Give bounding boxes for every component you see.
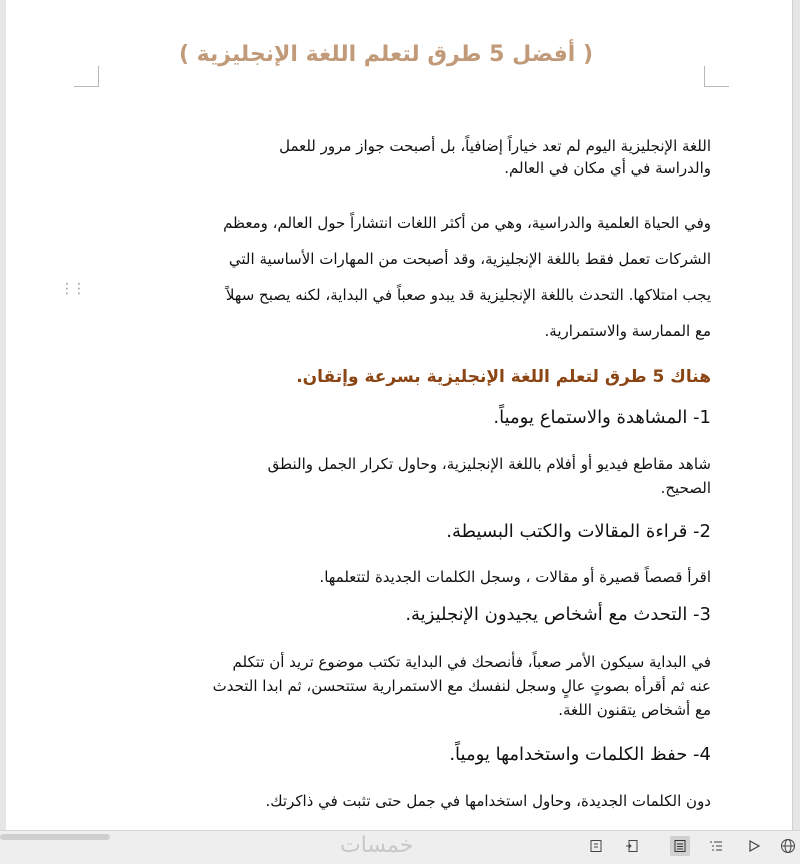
text-line: في البداية سيكون الأمر صعباً، فأنصحك في البداية تكتب موضوع تريد أن تتكلم: [232, 653, 711, 671]
margin-corner-top-left: [74, 66, 99, 87]
section-4-heading[interactable]: 4- حفظ الكلمات واستخدامها يومياً.: [449, 744, 711, 765]
text-line: اللغة الإنجليزية اليوم لم تعد خياراً إضافياً، بل أصبحت جواز مرور للعمل: [279, 137, 711, 155]
section-1-heading[interactable]: 1- المشاهدة والاستماع يومياً.: [493, 407, 711, 428]
text-line: اقرأ قصصاً قصيرة أو مقالات ، وسجل الكلمات الجديدة لتتعلمها.: [319, 568, 711, 586]
read-mode-icon[interactable]: [586, 836, 606, 856]
paragraph-drag-handle-icon[interactable]: ⋮⋮: [60, 281, 84, 297]
section-1-paragraph[interactable]: [106, 452, 711, 500]
web-layout-icon[interactable]: [778, 836, 798, 856]
section-4-paragraph[interactable]: [106, 790, 711, 812]
document-page: [6, 0, 793, 830]
watermark-logo: خمسات: [340, 833, 414, 858]
text-line: عنه ثم أقرأه بصوتٍ عالٍ وسجل لنفسك مع الاستمرارية ستتحسن، ثم ابدا التحدث: [212, 677, 711, 695]
intro-paragraph-2[interactable]: [106, 205, 711, 349]
intro-paragraph-1[interactable]: [106, 135, 711, 179]
section-2-paragraph[interactable]: [106, 566, 711, 588]
text-line: مع أشخاص يتقنون اللغة.: [558, 701, 711, 719]
focus-mode-icon[interactable]: [622, 836, 642, 856]
outline-icon[interactable]: [706, 836, 726, 856]
margin-corner-top-right: [704, 66, 729, 87]
text-line: شاهد مقاطع فيديو أو أفلام باللغة الإنجليزية، وحاول تكرار الجمل والنطق: [267, 455, 711, 473]
section-3-heading[interactable]: 3- التحدث مع أشخاص يجيدون الإنجليزية.: [405, 604, 711, 625]
text-line: والدراسة في أي مكان في العالم.: [504, 159, 711, 177]
horizontal-scrollbar[interactable]: [0, 834, 570, 842]
section-2-heading[interactable]: 2- قراءة المقالات والكتب البسيطة.: [446, 521, 711, 542]
text-line: وفي الحياة العلمية والدراسية، وهي من أكثر اللغات انتشاراً حول العالم، ومعظم: [223, 214, 711, 232]
scrollbar-thumb[interactable]: [0, 834, 110, 840]
text-line: يجب امتلاكها. التحدث باللغة الإنجليزية قد يبدو صعباً في البداية، لكنه يصبح سهلاً: [225, 286, 711, 304]
status-bar: [0, 830, 800, 864]
present-icon[interactable]: [744, 836, 764, 856]
text-line: دون الكلمات الجديدة، وحاول استخدامها في جمل حتى تثبت في ذاكرتك.: [265, 792, 711, 810]
text-line: الصحيح.: [660, 479, 711, 497]
text-line: مع الممارسة والاستمرارية.: [544, 322, 711, 340]
section-3-paragraph[interactable]: [106, 650, 711, 722]
subheading[interactable]: هناك 5 طرق لتعلم اللغة الإنجليزية بسرعة وإتقان.: [296, 367, 711, 387]
print-layout-icon[interactable]: [670, 836, 690, 856]
document-title[interactable]: ( أفضل 5 طرق لتعلم اللغة الإنجليزية ): [178, 42, 594, 67]
text-line: الشركات تعمل فقط باللغة الإنجليزية، وقد أصبحت من المهارات الأساسية التي: [228, 250, 711, 268]
